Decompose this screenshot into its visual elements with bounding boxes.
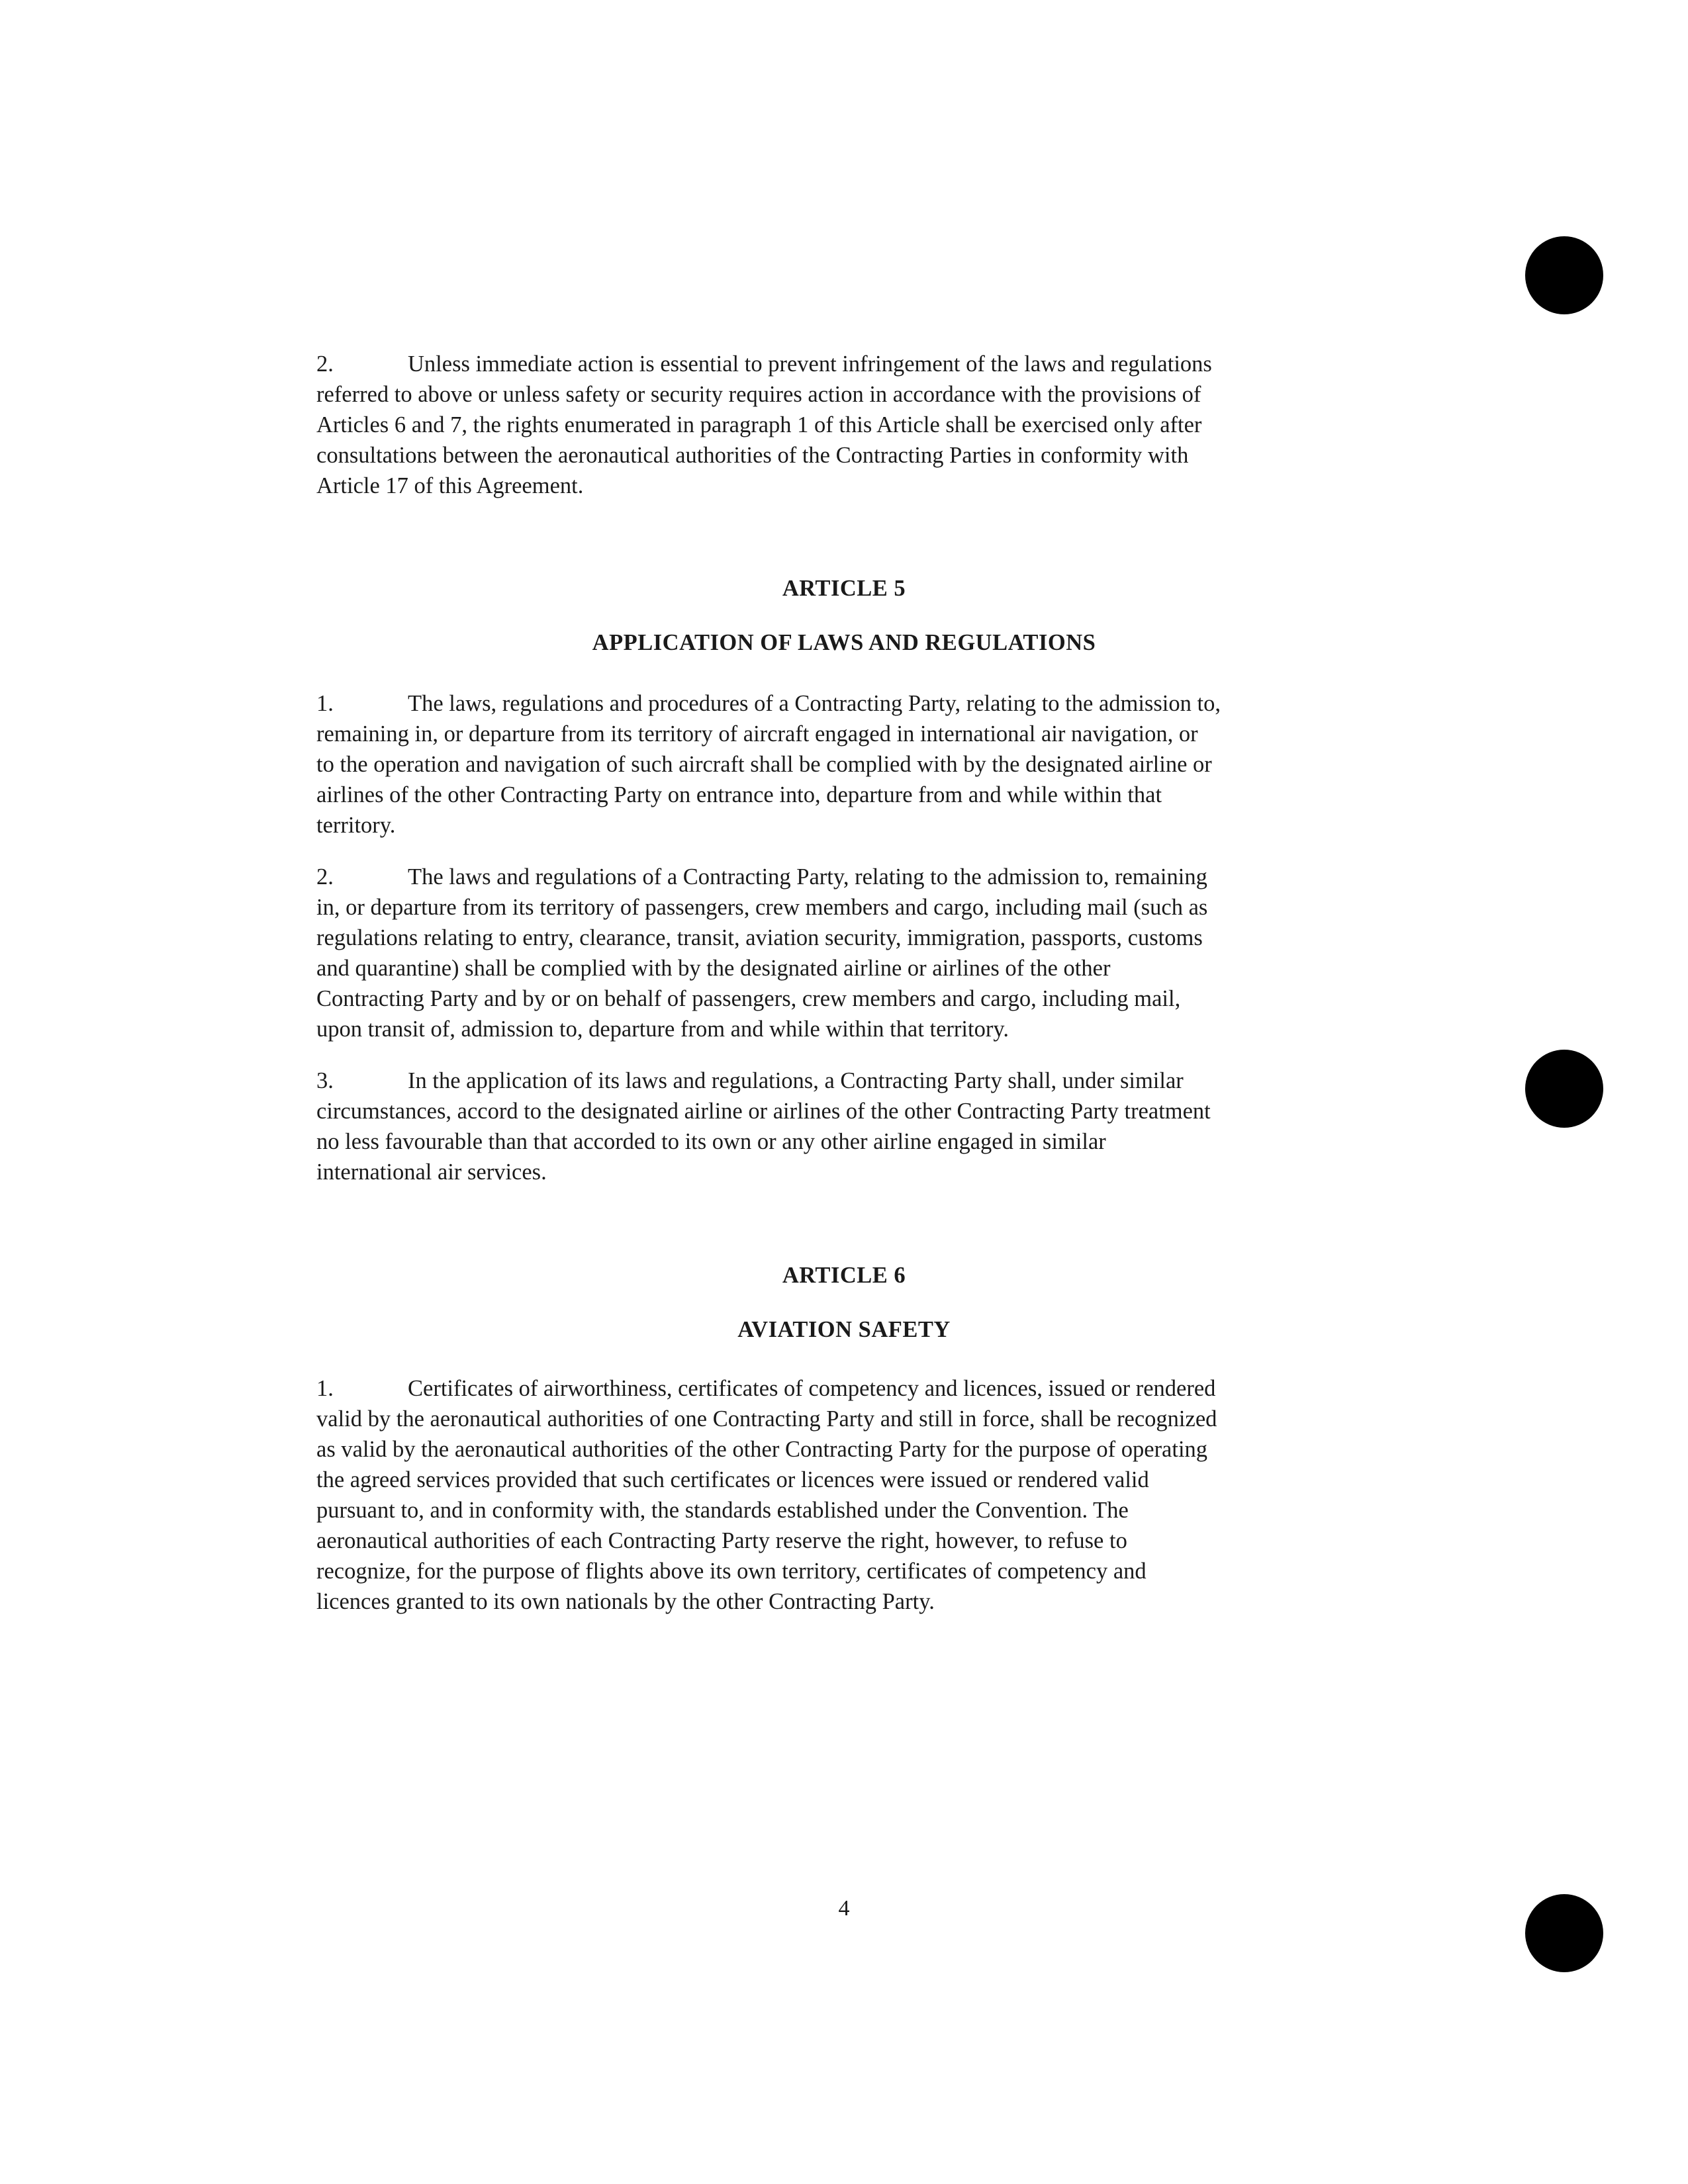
- paragraph-number: 1.: [316, 691, 334, 716]
- paragraph-line: international air services.: [316, 1160, 547, 1185]
- article5-title: APPLICATION OF LAWS AND REGULATIONS: [592, 630, 1096, 655]
- paragraph-line: licences granted to its own nationals by the other Contracting Party.: [316, 1589, 935, 1614]
- line-text: In the application of its laws and regulations, a Contracting Party shall, under similar: [408, 1068, 1184, 1093]
- paragraph-line: no less favourable than that accorded to its own or any other airline engaged in similar: [316, 1129, 1106, 1154]
- line-text: Unless immediate action is essential to prevent infringement of the laws and regulations: [408, 351, 1212, 377]
- paragraph-line: remaining in, or departure from its territory of aircraft engaged in international air navigation, or: [316, 721, 1198, 747]
- line-text: Certificates of airworthiness, certificates of competency and licences, issued or rendered: [408, 1376, 1216, 1401]
- paragraph: [316, 1066, 1349, 1187]
- line-text: The laws and regulations of a Contracting Party, relating to the admission to, remaining: [408, 864, 1207, 889]
- page-number: 4: [838, 1896, 850, 1921]
- paragraph: [316, 862, 1349, 1044]
- paragraph-line: to the operation and navigation of such aircraft shall be complied with by the designated airline or: [316, 752, 1212, 777]
- paragraph: [316, 1373, 1349, 1617]
- paragraph-line: as valid by the aeronautical authorities of the other Contracting Party for the purpose of operating: [316, 1437, 1208, 1462]
- paragraph-line: airlines of the other Contracting Party on entrance into, departure from and while within that: [316, 782, 1162, 807]
- paragraph-number: 1.: [316, 1376, 334, 1401]
- paragraph-line: pursuant to, and in conformity with, the standards established under the Convention. The: [316, 1498, 1129, 1523]
- paragraph-line: recognize, for the purpose of flights above its own territory, certificates of competency and: [316, 1559, 1147, 1584]
- paragraph: [316, 688, 1349, 841]
- paragraph-line: [316, 1373, 1349, 1404]
- paragraph-line: upon transit of, admission to, departure from and while within that territory.: [316, 1017, 1009, 1042]
- paragraph-number: 3.: [316, 1068, 334, 1093]
- paragraph-line: circumstances, accord to the designated airline or airlines of the other Contracting Party treatment: [316, 1099, 1211, 1124]
- paragraph-line: [316, 349, 1349, 379]
- line-text: The laws, regulations and procedures of a Contracting Party, relating to the admission to,: [408, 691, 1221, 716]
- paragraph-line: [316, 688, 1349, 719]
- article4-para2: [316, 349, 1349, 501]
- paragraph-line: territory.: [316, 813, 396, 838]
- paragraph-line: Articles 6 and 7, the rights enumerated in paragraph 1 of this Article shall be exercised only after: [316, 412, 1202, 437]
- paragraph-line: [316, 862, 1349, 892]
- paragraph-line: valid by the aeronautical authorities of one Contracting Party and still in force, shall be recognized: [316, 1406, 1217, 1432]
- paragraph-line: Contracting Party and by or on behalf of passengers, crew members and cargo, including mail,: [316, 986, 1181, 1011]
- paragraph-line: and quarantine) shall be complied with by the designated airline or airlines of the other: [316, 956, 1111, 981]
- article5-heading: ARTICLE 5: [782, 576, 906, 601]
- paragraph-line: [316, 1066, 1349, 1096]
- punch-hole-top: [1525, 236, 1603, 314]
- punch-hole-middle: [1525, 1050, 1603, 1128]
- paragraph-line: consultations between the aeronautical authorities of the Contracting Parties in conformity with: [316, 443, 1189, 468]
- paragraph-number: 2.: [316, 351, 334, 377]
- paragraph: [316, 349, 1349, 501]
- article5-para1: [316, 688, 1349, 841]
- paragraph-line: aeronautical authorities of each Contracting Party reserve the right, however, to refuse to: [316, 1528, 1127, 1553]
- paragraph-line: in, or departure from its territory of passengers, crew members and cargo, including mail (such as: [316, 895, 1208, 920]
- article5-para2: [316, 862, 1349, 1044]
- paragraph-line: the agreed services provided that such certificates or licences were issued or rendered valid: [316, 1467, 1149, 1492]
- paragraph-line: Article 17 of this Agreement.: [316, 473, 584, 498]
- article6-heading: ARTICLE 6: [782, 1263, 906, 1288]
- article5-para3: [316, 1066, 1349, 1187]
- paragraph-number: 2.: [316, 864, 334, 889]
- article6-para1: [316, 1373, 1349, 1617]
- paragraph-line: regulations relating to entry, clearance, transit, aviation security, immigration, passports, customs: [316, 925, 1203, 950]
- paragraph-line: referred to above or unless safety or security requires action in accordance with the provisions of: [316, 382, 1201, 407]
- article6-title: AVIATION SAFETY: [737, 1317, 951, 1342]
